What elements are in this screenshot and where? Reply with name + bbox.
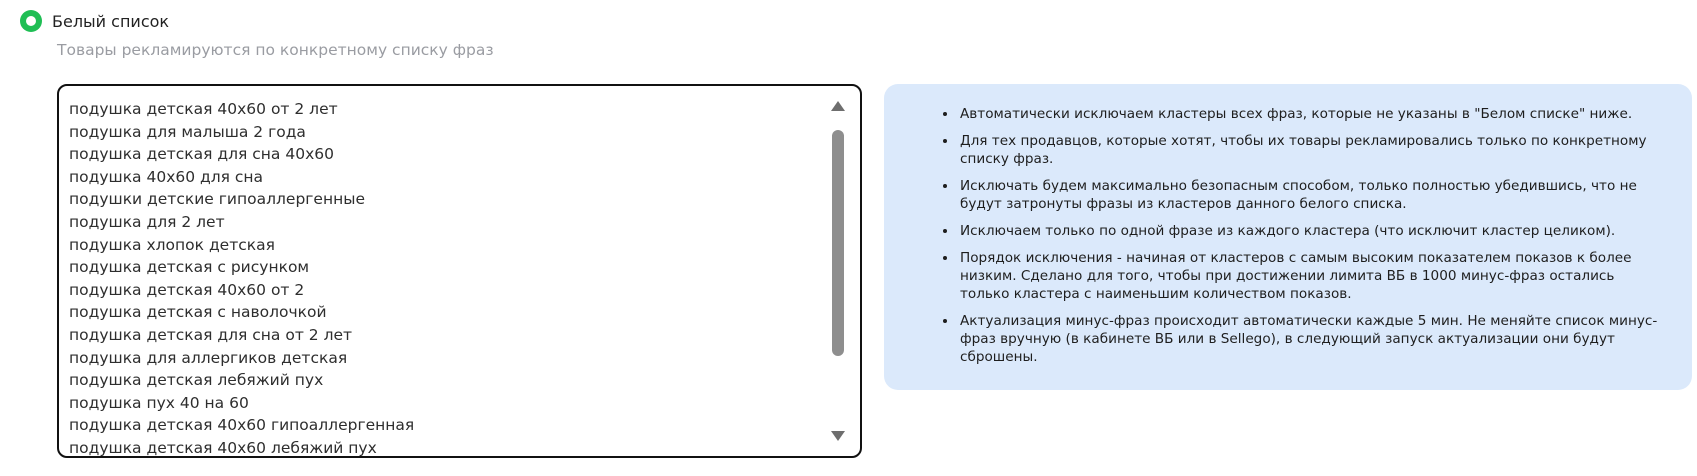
phrase-list	[69, 98, 820, 458]
phrase-line: подушка для 2 лет	[69, 212, 225, 231]
phrase-line: подушка хлопок детская	[69, 235, 275, 254]
phrase-line: подушка пух 40 на 60	[69, 393, 249, 412]
phrase-line: подушка детская 40х60 гипоаллергенная	[69, 416, 415, 435]
scroll-up-arrow-icon[interactable]	[830, 100, 846, 112]
phrase-list-textarea[interactable]	[57, 84, 862, 458]
info-item: • Автоматически исключаем кластеры всех фраз, которые не указаны в "Белом списке" ниже.	[958, 105, 1664, 123]
whitelist-info-panel	[884, 84, 1692, 390]
phrase-line: подушка детская с рисунком	[69, 258, 310, 277]
info-item: • Исключать будем максимально безопасным способом, только полностью убедившись, что не будут затронуты фразы из кластеров данного белого списка.	[958, 177, 1664, 213]
phrase-line: подушка детская 40х60 лебяжий пух	[69, 438, 377, 457]
phrase-line: подушка 40х60 для сна	[69, 167, 264, 186]
info-list	[958, 105, 1664, 375]
phrase-line: подушка детская 40х60 от 2	[69, 280, 305, 299]
scroll-down-arrow-icon[interactable]	[830, 430, 846, 442]
radio-selected-dot	[26, 16, 36, 26]
whitelist-option-label: Белый список	[52, 11, 170, 31]
scrollbar-thumb[interactable]	[832, 130, 844, 356]
phrase-list-scrollbar[interactable]	[830, 94, 846, 448]
info-item: • Исключаем только по одной фразе из каждого кластера (что исключит кластер целиком).	[958, 222, 1664, 240]
phrase-line: подушка детская 40х60 от 2 лет	[69, 100, 338, 118]
phrase-line: подушки детские гипоаллергенные	[69, 190, 365, 209]
whitelist-option[interactable]	[20, 10, 169, 32]
phrase-line: подушка детская с наволочкой	[69, 303, 327, 322]
info-item: • Актуализация минус-фраз происходит автоматически каждые 5 мин. Не меняйте список минус-фраз вручную (в кабинете ВБ или в Sellego), в следующий запуск актуализации они будут сброшены.	[958, 312, 1664, 366]
phrase-line: подушка детская лебяжий пух	[69, 371, 324, 390]
whitelist-radio[interactable]	[20, 10, 42, 32]
phrase-line: подушка детская для сна 40х60	[69, 145, 334, 164]
phrase-line: подушка детская для сна от 2 лет	[69, 325, 353, 344]
whitelist-option-description: Товары рекламируются по конкретному списку фраз	[57, 41, 494, 59]
info-item: • Для тех продавцов, которые хотят, чтобы их товары рекламировались только по конкретному списку фраз.	[958, 132, 1664, 168]
phrase-line: подушка для аллергиков детская	[69, 348, 348, 367]
phrase-line: подушка для малыша 2 года	[69, 122, 306, 141]
info-item: • Порядок исключения - начиная от кластеров с самым высоким показателем показов к более низким. Сделано для того, чтобы при достижении лимита ВБ в 1000 минус-фраз остались только кластера с наименьшим количеством показов.	[958, 249, 1664, 303]
